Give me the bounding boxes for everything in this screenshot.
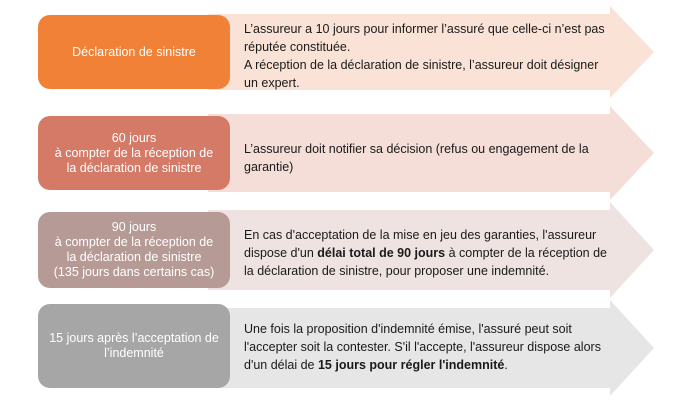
step-3-label-line: (135 jours dans certains cas) <box>53 265 215 279</box>
step-1-box <box>38 15 230 89</box>
step-4-text-pre: d'un délai de <box>244 358 318 372</box>
step-1-text-line: A réception de la déclaration de sinistre, l’assureur doit désigner <box>244 58 599 72</box>
step-2-text <box>244 140 624 176</box>
step-4-text-line: Une fois la proposition d'indemnité émise, l'assuré peut soit <box>244 322 572 336</box>
step-4-text-bold: 15 jours pour régler l'indemnité <box>317 358 505 372</box>
step-3-box <box>38 212 230 288</box>
step-2-box <box>38 116 230 190</box>
step-1-text-line: réputée constituée. <box>244 40 351 54</box>
step-2-label-line: à compter de la réception de <box>54 145 214 160</box>
step-row-2 <box>0 106 694 200</box>
step-4-box <box>38 304 230 388</box>
step-3-text <box>244 226 624 280</box>
step-1-text-line: un expert. <box>244 76 300 90</box>
step-2-label-line: la déclaration de sinistre <box>66 160 202 175</box>
step-4-label-line: l’indemnité <box>104 346 164 360</box>
step-2-label-line: 60 jours <box>111 130 157 145</box>
step-1-text <box>244 20 624 92</box>
step-3-text-line: la déclaration de sinistre, pour proposer une indemnité. <box>244 264 550 278</box>
step-1-label-line: Déclaration de sinistre <box>72 44 196 59</box>
step-4-text-line: l'accepter soit la contester. S'il l'accepte, l'assureur dispose alors <box>244 340 601 354</box>
step-3-text-line: En cas d'acceptation de la mise en jeu des garanties, l'assureur <box>244 228 597 242</box>
step-3-text-pre: dispose d'un <box>244 246 318 260</box>
step-2-text-line: garantie) <box>244 160 294 174</box>
step-4-label-line: 15 jours après l’acceptation de <box>49 331 219 345</box>
step-3-text-line <box>244 244 624 262</box>
step-row-4 <box>0 300 694 396</box>
step-3-label-line: la déclaration de sinistre <box>66 250 202 264</box>
step-4-text-post: . <box>504 358 508 372</box>
step-3-label-line: à compter de la réception de <box>54 235 214 249</box>
step-4-text <box>244 320 624 374</box>
step-1-text-line: L’assureur a 10 jours pour informer l’assuré que celle-ci n’est pas <box>244 22 605 36</box>
step-4-text-line <box>244 356 624 374</box>
step-2-text-line: L’assureur doit notifier sa décision (refus ou engagement de la <box>244 142 589 156</box>
step-3-text-post: à compter de la réception de <box>445 246 608 260</box>
step-row-3 <box>0 202 694 298</box>
step-row-1 <box>0 6 694 98</box>
step-3-text-bold: délai total de 90 jours <box>317 246 446 260</box>
step-3-label-line: 90 jours <box>111 220 157 234</box>
